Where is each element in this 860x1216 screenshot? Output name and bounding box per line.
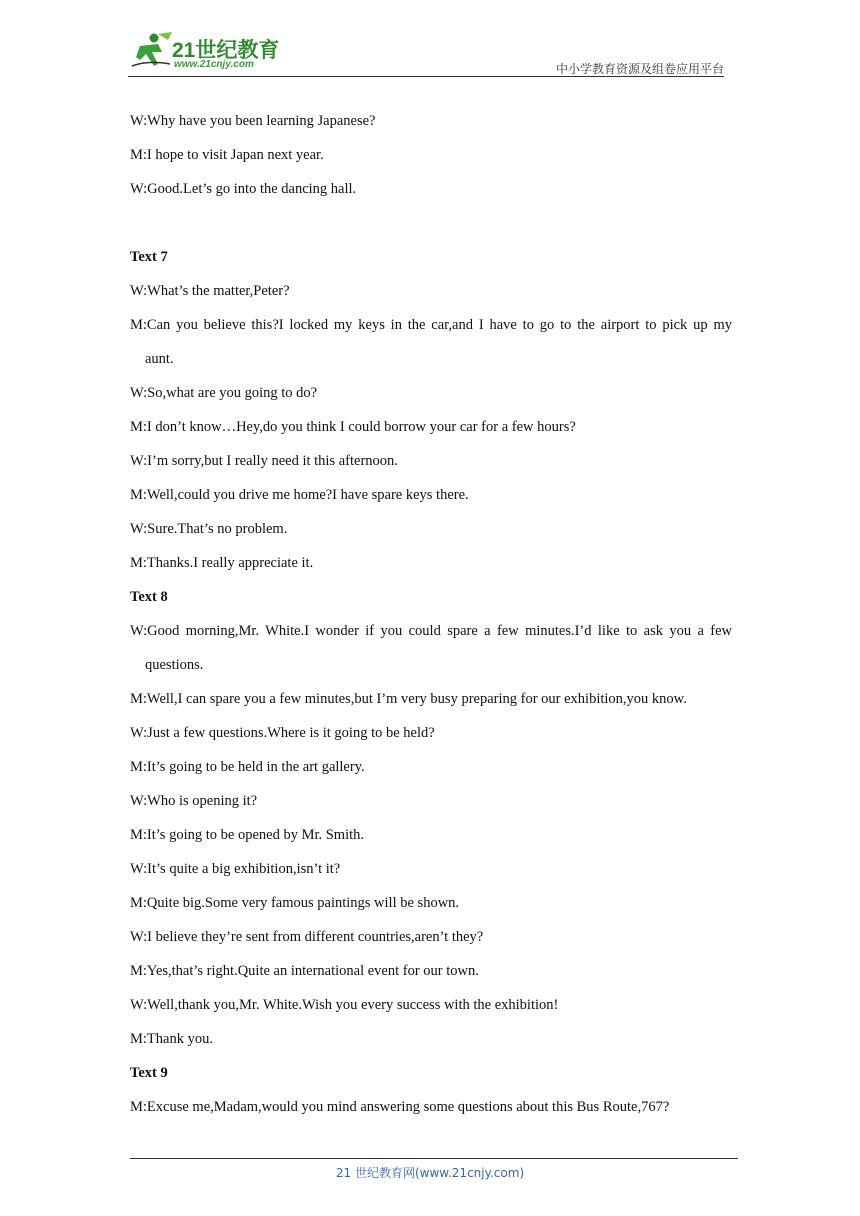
section-heading-text-9: Text 9 <box>130 1065 168 1081</box>
runner-icon <box>128 30 174 74</box>
dialogue-line: W:Why have you been learning Japanese? <box>130 113 376 129</box>
dialogue-line: W:It’s quite a big exhibition,isn’t it? <box>130 861 341 877</box>
dialogue-line: M:Thanks.I really appreciate it. <box>130 555 314 571</box>
section-heading-text-7: Text 7 <box>130 249 168 265</box>
dialogue-line: M:Well,could you drive me home?I have spare keys there. <box>130 487 469 503</box>
dialogue-line: W:What’s the matter,Peter? <box>130 283 290 299</box>
logo-text: 21世纪教育 <box>172 39 280 62</box>
transcript-body <box>130 104 732 1124</box>
dialogue-line: M:Excuse me,Madam,would you mind answering some questions about this Bus Route,767? <box>130 1099 670 1115</box>
header-divider <box>128 76 724 77</box>
dialogue-line: W:Who is opening it? <box>130 793 258 809</box>
dialogue-line-continuation: questions. <box>145 657 204 673</box>
page-header <box>128 30 724 78</box>
dialogue-line: M:Thank you. <box>130 1031 213 1047</box>
dialogue-line: W:Just a few questions.Where is it going to be held? <box>130 725 435 741</box>
dialogue-line: W:Good morning,Mr. White.I wonder if you could spare a few minutes.I’d like to ask you a few <box>130 623 732 639</box>
dialogue-line: M:Quite big.Some very famous paintings will be shown. <box>130 895 460 911</box>
brand-logo <box>128 30 298 76</box>
dialogue-line: W:Well,thank you,Mr. White.Wish you every success with the exhibition! <box>130 997 559 1013</box>
dialogue-line: M:Well,I can spare you a few minutes,but I’m very busy preparing for our exhibition,you know. <box>130 691 687 707</box>
dialogue-line: M:It’s going to be held in the art gallery. <box>130 759 365 775</box>
dialogue-line: W:I’m sorry,but I really need it this afternoon. <box>130 453 398 469</box>
dialogue-line: M:Yes,that’s right.Quite an international event for our town. <box>130 963 479 979</box>
dialogue-line: W:So,what are you going to do? <box>130 385 318 401</box>
header-tagline: 中小学教育资源及组卷应用平台 <box>555 62 724 76</box>
dialogue-line: M:Can you believe this?I locked my keys in the car,and I have to go to the airport to pick up my <box>130 317 732 333</box>
footer-divider <box>130 1158 738 1159</box>
section-heading-text-8: Text 8 <box>130 589 168 605</box>
dialogue-line: W:I believe they’re sent from different countries,aren’t they? <box>130 929 484 945</box>
dialogue-line: W:Sure.That’s no problem. <box>130 521 288 537</box>
dialogue-line: M:I hope to visit Japan next year. <box>130 147 324 163</box>
blank-line <box>130 206 732 240</box>
dialogue-line: M:It’s going to be opened by Mr. Smith. <box>130 827 365 843</box>
dialogue-line-continuation: aunt. <box>145 351 174 367</box>
dialogue-line: M:I don’t know…Hey,do you think I could borrow your car for a few hours? <box>130 419 576 435</box>
logo-url: www.21cnjy.com <box>174 59 254 70</box>
footer-link[interactable]: 21 世纪教育网(www.21cnjy.com) <box>335 1166 525 1180</box>
dialogue-line: W:Good.Let’s go into the dancing hall. <box>130 181 357 197</box>
